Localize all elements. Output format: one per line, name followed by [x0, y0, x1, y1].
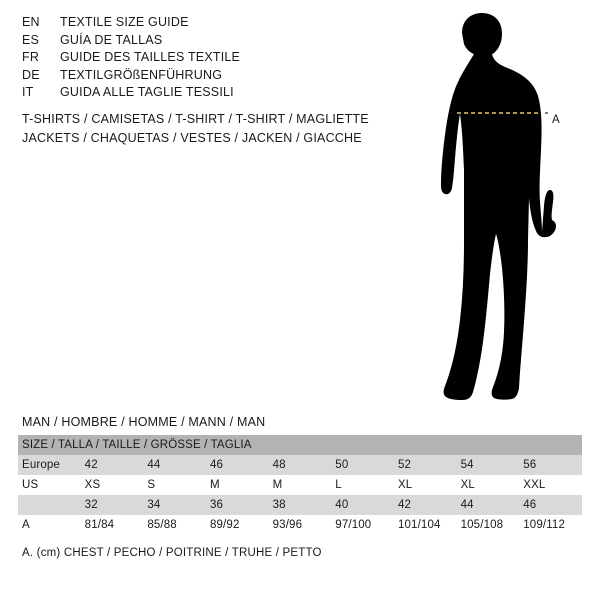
- cell-value: XXL: [519, 475, 582, 495]
- cell-value: 40: [331, 495, 394, 515]
- language-row: [22, 14, 382, 32]
- language-code: EN: [22, 15, 40, 29]
- cell-value: 89/92: [206, 515, 269, 535]
- silhouette-body: [441, 13, 556, 400]
- silhouette-svg: [400, 10, 590, 405]
- cell-value: 42: [394, 495, 457, 515]
- language-row: [22, 49, 382, 67]
- cell-value: 81/84: [81, 515, 144, 535]
- language-text: GUÍA DE TALLAS: [60, 32, 163, 47]
- chest-measure-label: A: [552, 114, 560, 126]
- body-silhouette-figure: [400, 10, 590, 405]
- category-line-jackets: JACKETS / CHAQUETAS / VESTES / JACKEN / GIACCHE: [22, 130, 362, 145]
- row-label-europe: Europe: [18, 455, 81, 475]
- table-row: [18, 495, 582, 515]
- cell-value: 34: [143, 495, 206, 515]
- language-text: GUIDE DES TAILLES TEXTILE: [60, 50, 241, 64]
- size-table: [18, 435, 582, 535]
- language-text: TEXTILE SIZE GUIDE: [60, 15, 189, 29]
- cell-value: 109/112: [519, 515, 582, 535]
- table-row: [18, 455, 582, 475]
- language-header-block: [22, 14, 382, 102]
- cell-value: XS: [81, 475, 144, 495]
- cell-value: 44: [143, 455, 206, 475]
- language-row: [22, 84, 382, 102]
- cell-value: 56: [519, 455, 582, 475]
- cell-value: 36: [206, 495, 269, 515]
- cell-value: 46: [519, 495, 582, 515]
- table-row: [18, 475, 582, 495]
- size-table-section: [18, 415, 582, 535]
- cell-value: 44: [457, 495, 520, 515]
- language-code: DE: [22, 67, 40, 82]
- cell-value: 48: [269, 455, 332, 475]
- cell-value: 85/88: [143, 515, 206, 535]
- cell-value: M: [269, 475, 332, 495]
- cell-value: 93/96: [269, 515, 332, 535]
- language-row: [22, 32, 382, 50]
- cell-value: 50: [331, 455, 394, 475]
- cell-value: 54: [457, 455, 520, 475]
- language-code: FR: [22, 50, 40, 64]
- cell-value: XL: [457, 475, 520, 495]
- cell-value: 52: [394, 455, 457, 475]
- cell-value: M: [206, 475, 269, 495]
- category-line-tshirts: T-SHIRTS / CAMISETAS / T-SHIRT / T-SHIRT / MAGLIETTE: [22, 112, 369, 126]
- language-text: TEXTILGRÖßENFÜHRUNG: [60, 67, 223, 82]
- cell-value: L: [331, 475, 394, 495]
- language-code: IT: [22, 85, 34, 99]
- table-header-label: SIZE / TALLA / TAILLE / GRÖSSE / TAGLIA: [18, 435, 582, 455]
- category-block: [22, 110, 442, 147]
- cell-value: 32: [81, 495, 144, 515]
- language-text: GUIDA ALLE TAGLIE TESSILI: [60, 85, 234, 99]
- cell-value: 97/100: [331, 515, 394, 535]
- table-header-row: [18, 435, 582, 455]
- cell-value: 42: [81, 455, 144, 475]
- cell-value: 101/104: [394, 515, 457, 535]
- cell-value: 46: [206, 455, 269, 475]
- row-label-us: US: [18, 475, 81, 495]
- cell-value: S: [143, 475, 206, 495]
- table-row: [18, 515, 582, 535]
- cell-value: XL: [394, 475, 457, 495]
- language-row: [22, 67, 382, 85]
- row-label-us-numeric: [18, 495, 81, 515]
- footnote-chest-measure: A. (cm) CHEST / PECHO / POITRINE / TRUHE / PETTO: [22, 547, 322, 559]
- table-title-man: MAN / HOMBRE / HOMME / MANN / MAN: [22, 415, 266, 429]
- row-label-chest: A: [18, 515, 81, 535]
- cell-value: 105/108: [457, 515, 520, 535]
- cell-value: 38: [269, 495, 332, 515]
- language-code: ES: [22, 32, 40, 47]
